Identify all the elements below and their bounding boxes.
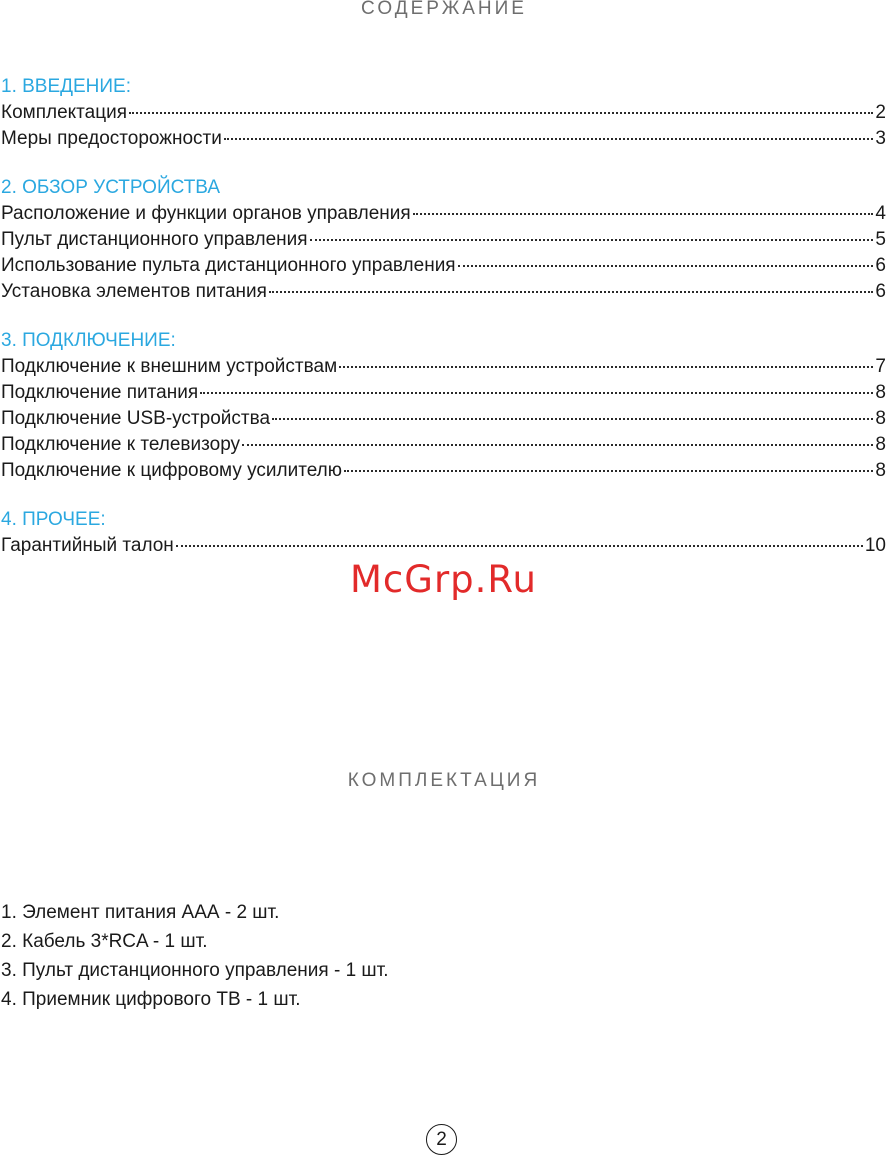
toc-section [0, 507, 888, 559]
toc-entry [0, 201, 886, 227]
toc-entry-label: Подключение питания [1, 382, 199, 403]
toc-entry-label: Комплектация [1, 102, 128, 123]
toc-leader-dots [242, 444, 873, 446]
toc-leader-dots [272, 418, 873, 420]
toc-entry [0, 533, 886, 559]
toc-entry-label: Подключение к внешним устройствам [1, 356, 338, 377]
toc-leader-dots [339, 366, 873, 368]
package-heading: КОМПЛЕКТАЦИЯ [347, 770, 541, 791]
toc-entry-page: 8 [875, 434, 886, 455]
toc-entry-page: 8 [875, 460, 886, 481]
toc-entry-label: Гарантийный талон [1, 535, 174, 556]
page-number-badge: 2 [426, 1124, 457, 1155]
toc-section-title: 3. ПОДКЛЮЧЕНИЕ: [1, 330, 176, 351]
toc-entry [0, 458, 886, 484]
toc-entry [0, 432, 886, 458]
package-item: 1. Элемент питания ААА - 2 шт. [1, 902, 280, 923]
toc-leader-dots [129, 112, 873, 114]
toc-leader-dots [176, 545, 863, 547]
toc-entry-label: Подключение к цифровому усилителю [1, 460, 342, 481]
toc-entry-page: 5 [875, 229, 886, 250]
toc-entry [0, 227, 886, 253]
toc-section-title: 4. ПРОЧЕЕ: [1, 509, 106, 530]
toc-entry-page: 8 [875, 382, 886, 403]
toc-entry-page: 2 [875, 102, 886, 123]
toc-heading: СОДЕРЖАНИЕ [361, 0, 527, 19]
toc-entry-label: Подключение к телевизору [1, 434, 241, 455]
package-item: 3. Пульт дистанционного управления - 1 шт. [1, 960, 389, 981]
toc-entry-label: Использование пульта дистанционного управления [1, 255, 456, 276]
toc-entry-page: 10 [864, 535, 886, 556]
toc-leader-dots [310, 239, 874, 241]
toc-entry [0, 279, 886, 305]
package-item: 4. Приемник цифрового ТВ - 1 шт. [1, 989, 301, 1010]
toc-entry-label: Меры предосторожности [1, 128, 222, 149]
package-item: 2. Кабель 3*RCA - 1 шт. [1, 931, 208, 952]
toc-entry [0, 380, 886, 406]
toc-entry-label: Установка элементов питания [1, 281, 267, 302]
table-of-contents [0, 74, 888, 582]
toc-entry-page: 7 [875, 356, 886, 377]
toc-leader-dots [413, 213, 874, 215]
toc-leader-dots [269, 291, 874, 293]
toc-entry [0, 253, 886, 279]
toc-entry [0, 354, 886, 380]
toc-leader-dots [224, 138, 874, 140]
toc-entry-page: 6 [875, 281, 886, 302]
toc-entry [0, 100, 886, 126]
toc-entry-label: Пульт дистанционного управления [1, 229, 308, 250]
toc-entry [0, 126, 886, 152]
package-list [1, 898, 389, 1014]
toc-section [0, 328, 888, 484]
toc-section [0, 74, 888, 152]
toc-entry-page: 8 [875, 408, 886, 429]
toc-entry-page: 3 [875, 128, 886, 149]
toc-section-title: 1. ВВЕДЕНИЕ: [1, 76, 132, 97]
toc-section [0, 175, 888, 305]
toc-entry-label: Подключение USB-устройства [1, 408, 271, 429]
toc-section-title: 2. ОБЗОР УСТРОЙСТВА [1, 177, 221, 198]
watermark-text: McGrp.Ru [350, 558, 537, 601]
toc-entry [0, 406, 886, 432]
toc-leader-dots [458, 265, 874, 267]
toc-entry-page: 4 [875, 203, 886, 224]
toc-entry-label: Расположение и функции органов управления [1, 203, 411, 224]
toc-leader-dots [200, 392, 873, 394]
toc-leader-dots [344, 470, 873, 472]
toc-entry-page: 6 [875, 255, 886, 276]
